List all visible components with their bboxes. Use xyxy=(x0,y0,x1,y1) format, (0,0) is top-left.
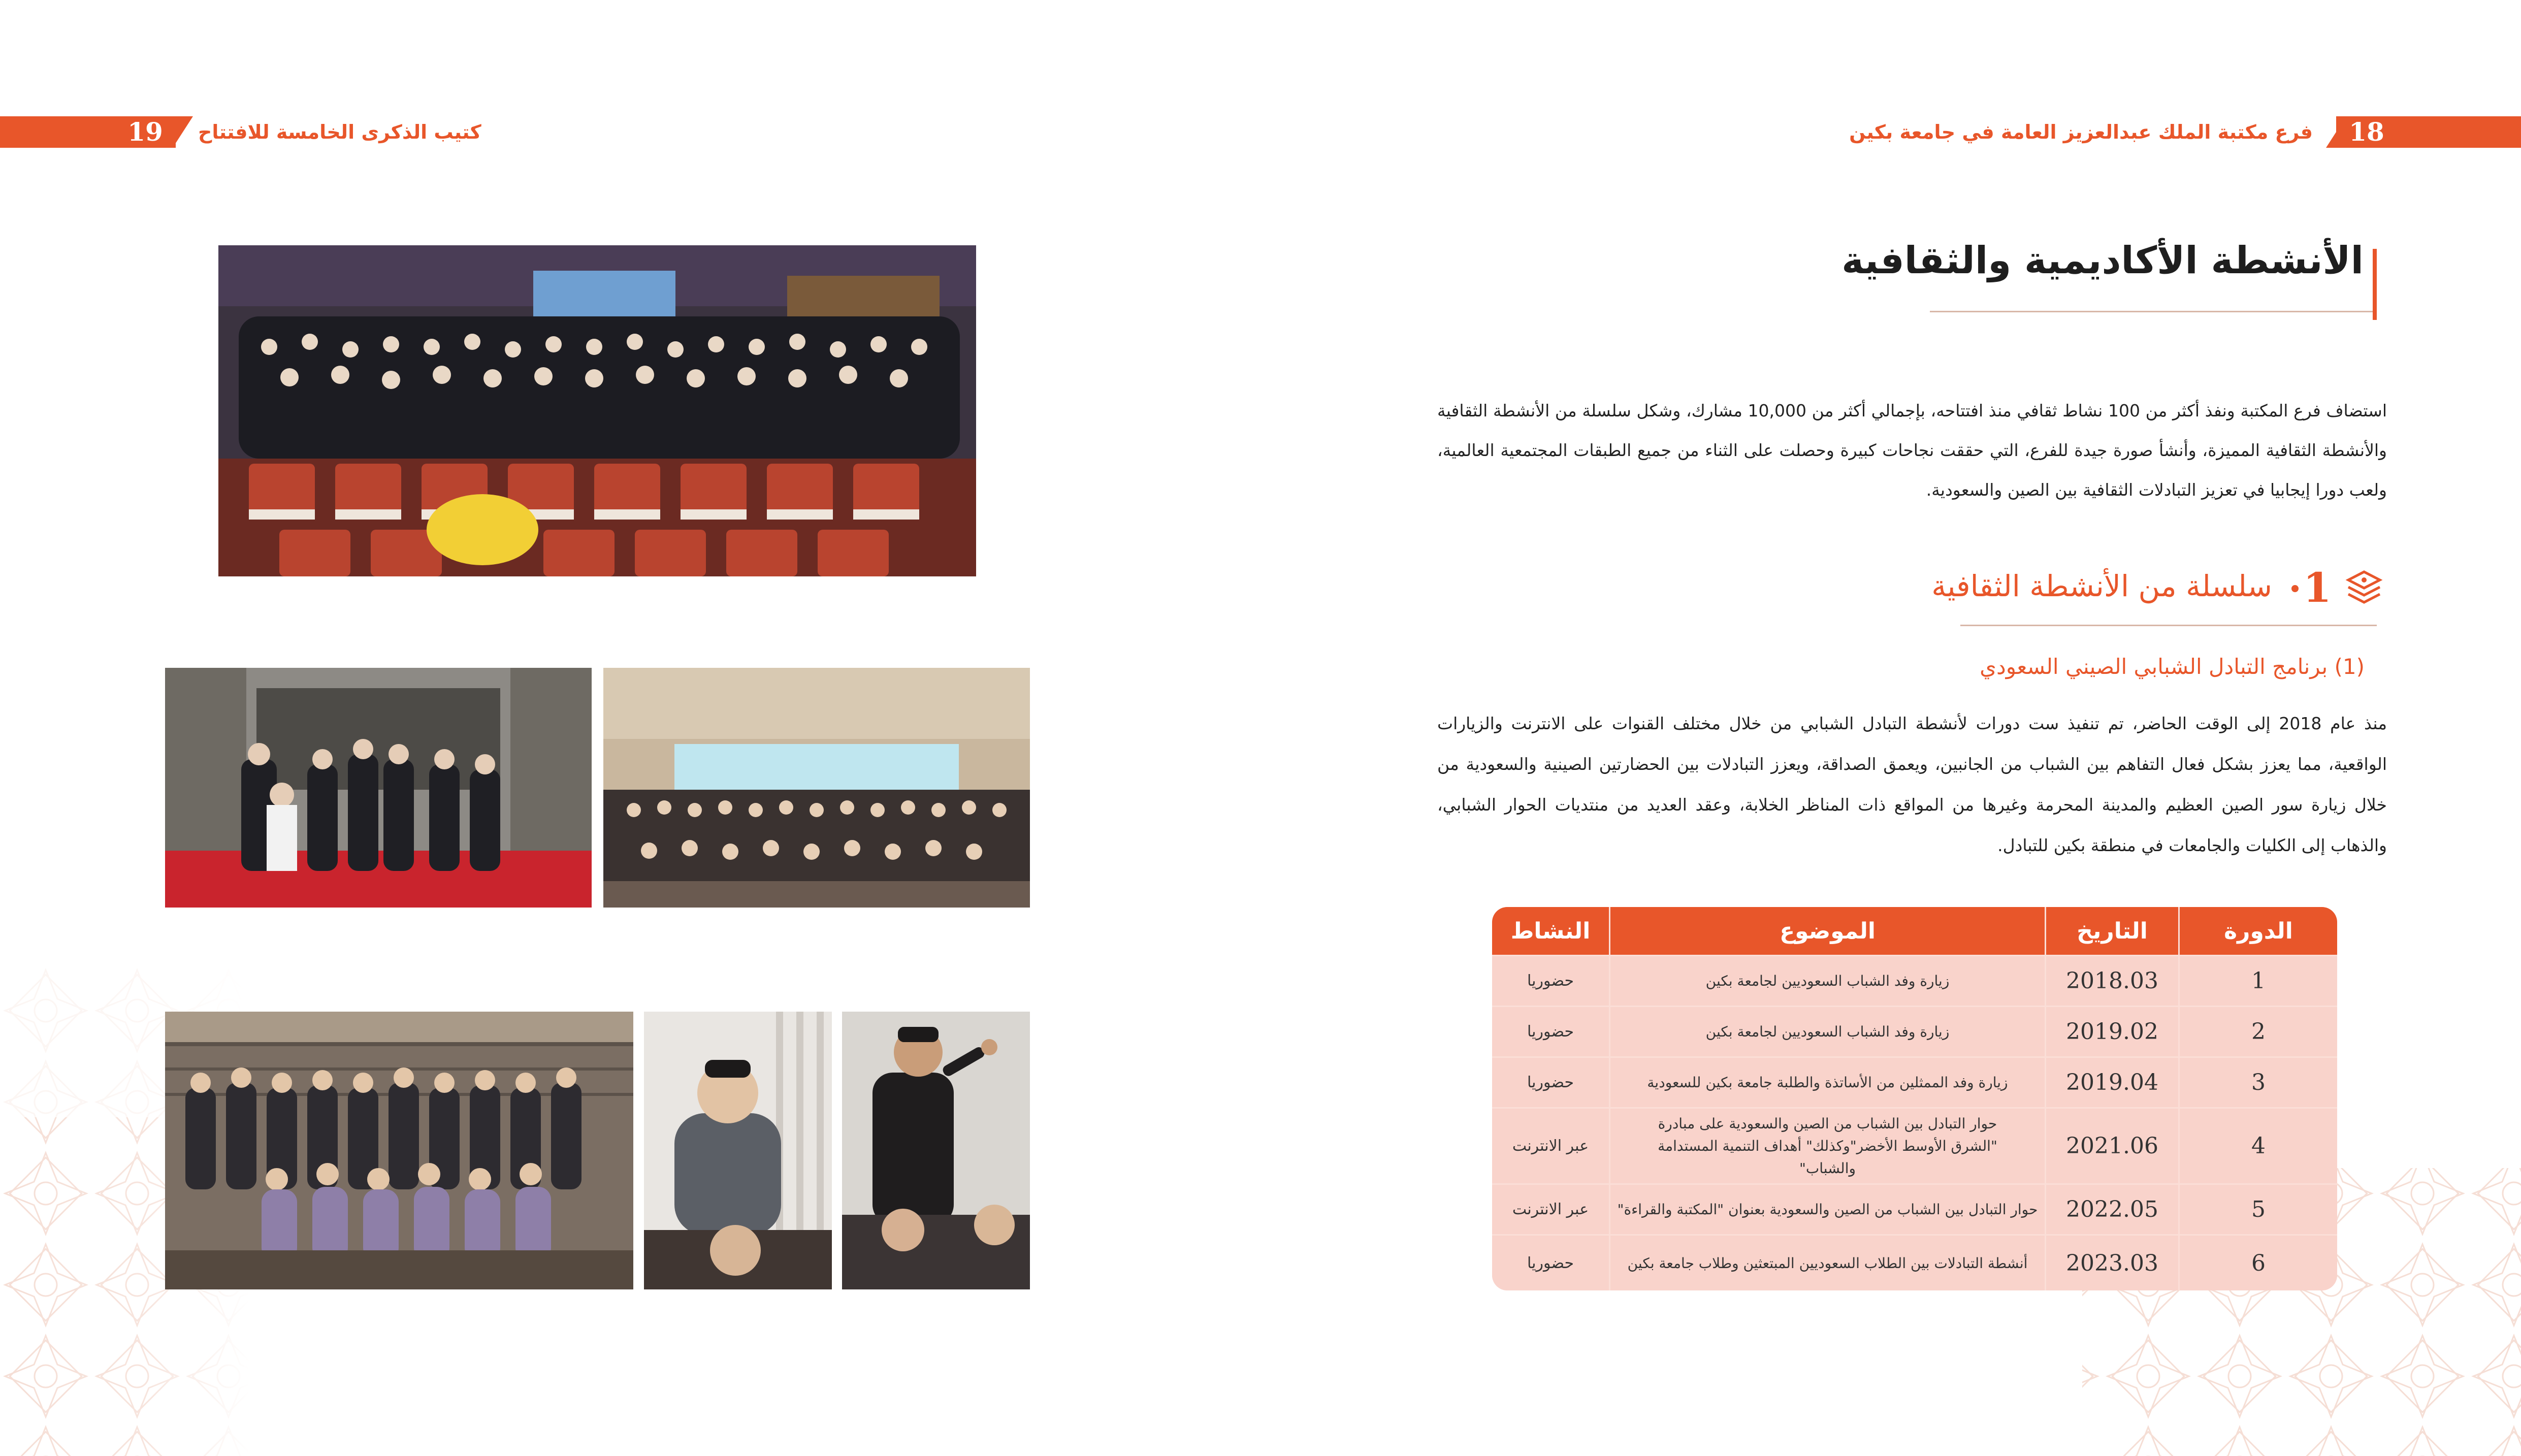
left-header-title: كتيب الذكرى الخامسة للافتتاح xyxy=(198,121,481,143)
table-row xyxy=(1492,1007,2337,1056)
cell-date: 2022.05 xyxy=(2046,1185,2178,1234)
left-page-number: 19 xyxy=(115,116,176,148)
cell-round: 5 xyxy=(2180,1185,2337,1234)
intro-paragraph: استضاف فرع المكتبة ونفذ أكثر من 100 نشاط ثقافي منذ افتتاحه، بإجمالي أكثر من 10,000 مشارك، وشكل سلسلة من الأنشطة الثقافية والأنشطة الثقافية المميزة، وأنشأ صورة جيدة للفرع، التي حققت نجاحات كبيرة وحصلت على الثناء من جميع الطبقات المجتمعية العالمية، ولعب دورا إيجابيا في تعزيز التبادلات الثقافية بين الصين والسعودية. xyxy=(1437,401,2387,500)
photo-student-pointing xyxy=(842,1012,1030,1289)
left-header-bar xyxy=(0,116,122,148)
subsection-title: (1) برنامج التبادل الشبابي الصيني السعودي xyxy=(1980,654,2365,679)
cell-round: 6 xyxy=(2180,1236,2337,1290)
cell-round: 3 xyxy=(2180,1058,2337,1107)
cell-date: 2023.03 xyxy=(2046,1236,2178,1290)
header-round: الدورة xyxy=(2180,907,2337,955)
cell-round: 4 xyxy=(2180,1109,2337,1183)
title-underline xyxy=(1930,311,2373,312)
right-header-bar xyxy=(2387,116,2521,148)
photo-great-wall-group xyxy=(165,1012,633,1289)
right-header-title: فرع مكتبة الملك عبدالعزيز العامة في جامعة بكين xyxy=(1849,121,2313,143)
cell-round: 2 xyxy=(2180,1007,2337,1056)
photo-selfie-red-carpet xyxy=(165,668,592,908)
cell-activity: عبر الانترنت xyxy=(1492,1185,1609,1234)
cell-activity: حضوريا xyxy=(1492,1058,1609,1107)
section-dot xyxy=(2291,585,2299,592)
table-row xyxy=(1492,1185,2337,1234)
section-underline xyxy=(1960,625,2377,626)
cell-activity: عبر الانترنت xyxy=(1492,1109,1609,1183)
cell-activity: حضوريا xyxy=(1492,1236,1609,1290)
cell-date: 2018.03 xyxy=(2046,956,2178,1006)
page-title: الأنشطة الأكاديمية والثقافية xyxy=(1841,239,2364,282)
cell-topic: حوار التبادل بين الشباب من الصين والسعودية بعنوان "المكتبة والقراءة" xyxy=(1610,1185,2045,1234)
table-row xyxy=(1492,956,2337,1006)
body-paragraph: منذ عام 2018 إلى الوقت الحاضر، تم تنفيذ ست دورات لأنشطة التبادل الشبابي من خلال مختلف القنوات على الانترنت والزيارات الواقعية، مما يعزز بشكل فعال التفاهم بين الشباب من الجانبين، ويعمق الصداقة، ويعزز التبادلات بين الحضارتين الصينية والسعودية من خلال زيارة سور الصين العظيم والمدينة المحرمة وغيرها من المواقع ذات المناظر الخلابة، وعقد العديد من منتديات الحوار الشبابي، والذهاب إلى الكليات والجامعات في منطقة بكين للتبادل. xyxy=(1437,714,2387,855)
header-topic: الموضوع xyxy=(1610,907,2045,955)
photo-group-auditorium xyxy=(218,245,976,576)
title-accent-bar xyxy=(2373,249,2377,320)
cell-topic: أنشطة التبادلات بين الطلاب السعوديين المبتعثين وطلاب جامعة بكين xyxy=(1610,1236,2045,1290)
right-page-number: 18 xyxy=(2336,116,2397,148)
header-date: التاريخ xyxy=(2046,907,2178,955)
cell-topic: زيارة وفد الممثلين من الأساتذة والطلبة جامعة بكين للسعودية xyxy=(1610,1058,2045,1107)
cell-date: 2021.06 xyxy=(2046,1109,2178,1183)
cell-topic: زيارة وفد الشباب السعوديين لجامعة بكين xyxy=(1610,1007,2045,1056)
table-row xyxy=(1492,1058,2337,1107)
book-stack-icon xyxy=(2345,570,2383,607)
table-row xyxy=(1492,1236,2337,1290)
cell-round: 1 xyxy=(2180,956,2337,1006)
left-header-notch xyxy=(173,116,193,148)
cell-topic: حوار التبادل بين الشباب من الصين والسعودية على مبادرة "الشرق الأوسط الأخضر"وكذلك" أهداف التنمية المستدامة والشباب" xyxy=(1610,1109,2045,1183)
photo-smiling-student xyxy=(644,1012,832,1289)
photo-seated-group xyxy=(603,668,1030,908)
cell-date: 2019.02 xyxy=(2046,1007,2178,1056)
cell-date: 2019.04 xyxy=(2046,1058,2178,1107)
table-header-row xyxy=(1492,907,2337,955)
table-row xyxy=(1492,1109,2337,1183)
header-activity: النشاط xyxy=(1492,907,1609,955)
cell-activity: حضوريا xyxy=(1492,956,1609,1006)
activities-table xyxy=(1492,907,2337,1290)
cell-topic: زيارة وفد الشباب السعوديين لجامعة بكين xyxy=(1610,956,2045,1006)
section-title: سلسلة من الأنشطة الثقافية xyxy=(1931,569,2272,603)
cell-activity: حضوريا xyxy=(1492,1007,1609,1056)
section-number: 1 xyxy=(2303,564,2332,611)
